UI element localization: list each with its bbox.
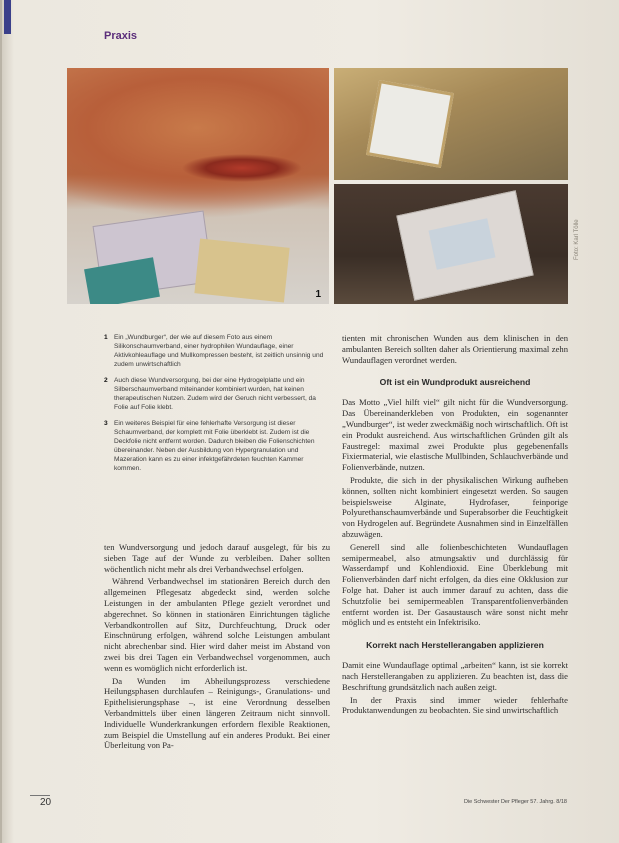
- photo-number: 1: [315, 289, 321, 300]
- wound-photo-1: [67, 68, 329, 304]
- paragraph: Damit eine Wundauflage optimal „arbeiten“ kann, ist sie korrekt nach Herstellerangaben zu applizieren. Zu beachten ist, dass die Beschriftung grundsätzlich nach außen zeigt.: [342, 660, 568, 692]
- paragraph: Generell sind alle folienbeschichteten Wundauflagen semipermeabel, also atmungsaktiv und durchlässig für Wasserdampf und Kohlendioxid. Eine Überklebung mit Folienverbänden darf nicht erfolgen, da dies eine Okklusion zur Folge hat. Daher ist auch immer darauf zu achten, dass die Schutzfolie bei semipermeablen Transparentfolienverbänden entfernt worden ist. Der Gasaustausch wäre sonst nicht mehr möglich und es entsteht ein Infektrisiko.: [342, 541, 568, 628]
- section-heading: Oft ist ein Wundprodukt ausreichend: [379, 377, 531, 388]
- paragraph: Das Motto „Viel hilft viel“ gilt nicht für die Wundversorgung. Das Übereinanderkleben von Produkten, ein sogenannter „Wundburger“, ist weder zweckmäßig noch wirtschaftlich. Oft ist ein Produkt ausreichend. Aus wirtschaftlichen Gründen gilt als Faustregel: maximal zwei Produkte plus gegebenenfalls Fixiermaterial, wie elastische Mullbinden, Schlauchverbände und Folienverbände, nutzen.: [342, 397, 568, 473]
- dressing-pad: [366, 80, 454, 168]
- figure-captions: [104, 333, 324, 480]
- paragraph: In der Praxis sind immer wieder fehlerhafte Produktanwendungen zu beobachten. Sie sind unwirtschaftlich: [342, 694, 568, 716]
- paragraph: ten Wundversorgung und jedoch darauf ausgelegt, für bis zu sieben Tage auf der Wunde zu verbleiben. Daher sollten wöchentlich nicht mehr als drei Verbandwechsel erfolgen.: [104, 542, 330, 574]
- paragraph: Da Wunden im Abheilungsprozess verschiedene Heilungsphasen durchlaufen – Reinigungs-, Granulations- und Epithelisierungsphase –, ist eine Verordnung desselben Verbandmittels über einen längeren Zeitraum nicht sinnvoll. Individuelle Wunderkrankungen erfordern flexible Reaktionen, zum Beispiel die Umstellung auf ein anderes Produkt. Bei einer Überleitung von Pa-: [104, 675, 330, 751]
- footer-rule: [30, 795, 50, 796]
- wound-photo-3: [334, 184, 568, 304]
- paragraph: tienten mit chronischen Wunden aus dem klinischen in den ambulanten Bereich sollten daher als Orientierung maximal zehn Wundauflagen verordnet werden.: [342, 333, 568, 365]
- photo-credit: Foto: Karl Tölle: [574, 219, 580, 260]
- paragraph: Während Verbandwechsel im stationären Bereich durch den allgemeinen Pflegesatz abgedeckt sind, werden solche Leistungen in der ambulanten Pflege gezielt verordnet und abgerechnet. So können in stationären Einrichtungen tägliche Verbandkontrollen auf Sitz, Durchfeuchtung, Druck oder Einschnürung erfolgen, während solche Leistungen ambulant nicht abrechenbar sind. Hier wird daher meist im Abstand von zwei bis drei Tagen ein Verbandwechsel vorgenommen, auch wenn es womöglich nicht erforderlich ist.: [104, 576, 330, 673]
- caption: [104, 376, 324, 412]
- journal-citation: Die Schwester Der Pfleger 57. Jahrg. 8/18: [463, 799, 567, 805]
- caption-text: Auch diese Wundversorgung, bei der eine Hydrogelplatte und ein Silberschaumverband miteinander kombiniert wurden, hat keinen therapeutischen Nutzen. Zudem wird der Geruch nicht verbessert, da Folie auf Folie klebt.: [114, 377, 316, 411]
- wound-photo-2: [334, 68, 568, 180]
- page-number: 20: [40, 797, 52, 808]
- section-heading: Korrekt nach Herstellerangaben applizieren: [366, 640, 544, 651]
- caption: [104, 333, 324, 369]
- body-column-right: [342, 333, 568, 718]
- section-label: Praxis: [104, 30, 138, 42]
- caption-text: Ein „Wundburger“, der wie auf diesem Foto aus einem Silikonschaumverband, einer hydrophilen Wundauflage, einer Aktivkohleauflage und Mullkompressen besteht, ist zeitlich unsinnig und zudem unwirtschaftlich: [114, 334, 324, 368]
- binding-edge: [0, 0, 2, 843]
- paragraph: Produkte, die sich in der physikalischen Wirkung aufheben können, sollten nicht kombiniert eingesetzt werden. So saugen beispielsweise Alginate, Hydrofaser, feinporige Polyurethanschaumverbände und Superabsorber die Feuchtigkeit von Hydrogelen auf. Begründete Ausnahmen sind in Einzelfällen abzuwägen.: [342, 474, 568, 539]
- caption-number: 1: [104, 334, 108, 341]
- dressing-pad: [84, 257, 160, 304]
- caption: [104, 419, 324, 473]
- caption-number: 3: [104, 420, 108, 427]
- margin-color-bar: [4, 0, 11, 34]
- body-column-left: [104, 542, 330, 753]
- caption-number: 2: [104, 377, 108, 384]
- dressing-pad: [194, 238, 289, 302]
- caption-text: Ein weiteres Beispiel für eine fehlerhafte Versorgung ist dieser Schaumverband, der komplett mit Folie überklebt ist. Zudem ist die Deckfolie nicht entfernt worden. Dadurch bleiben die Folienschichten übereinander. Neben der Ausbildung von Hypergranulation und Mazeration kann es zu einer infektgefährdeten feuchten Kammer kommen.: [114, 420, 315, 472]
